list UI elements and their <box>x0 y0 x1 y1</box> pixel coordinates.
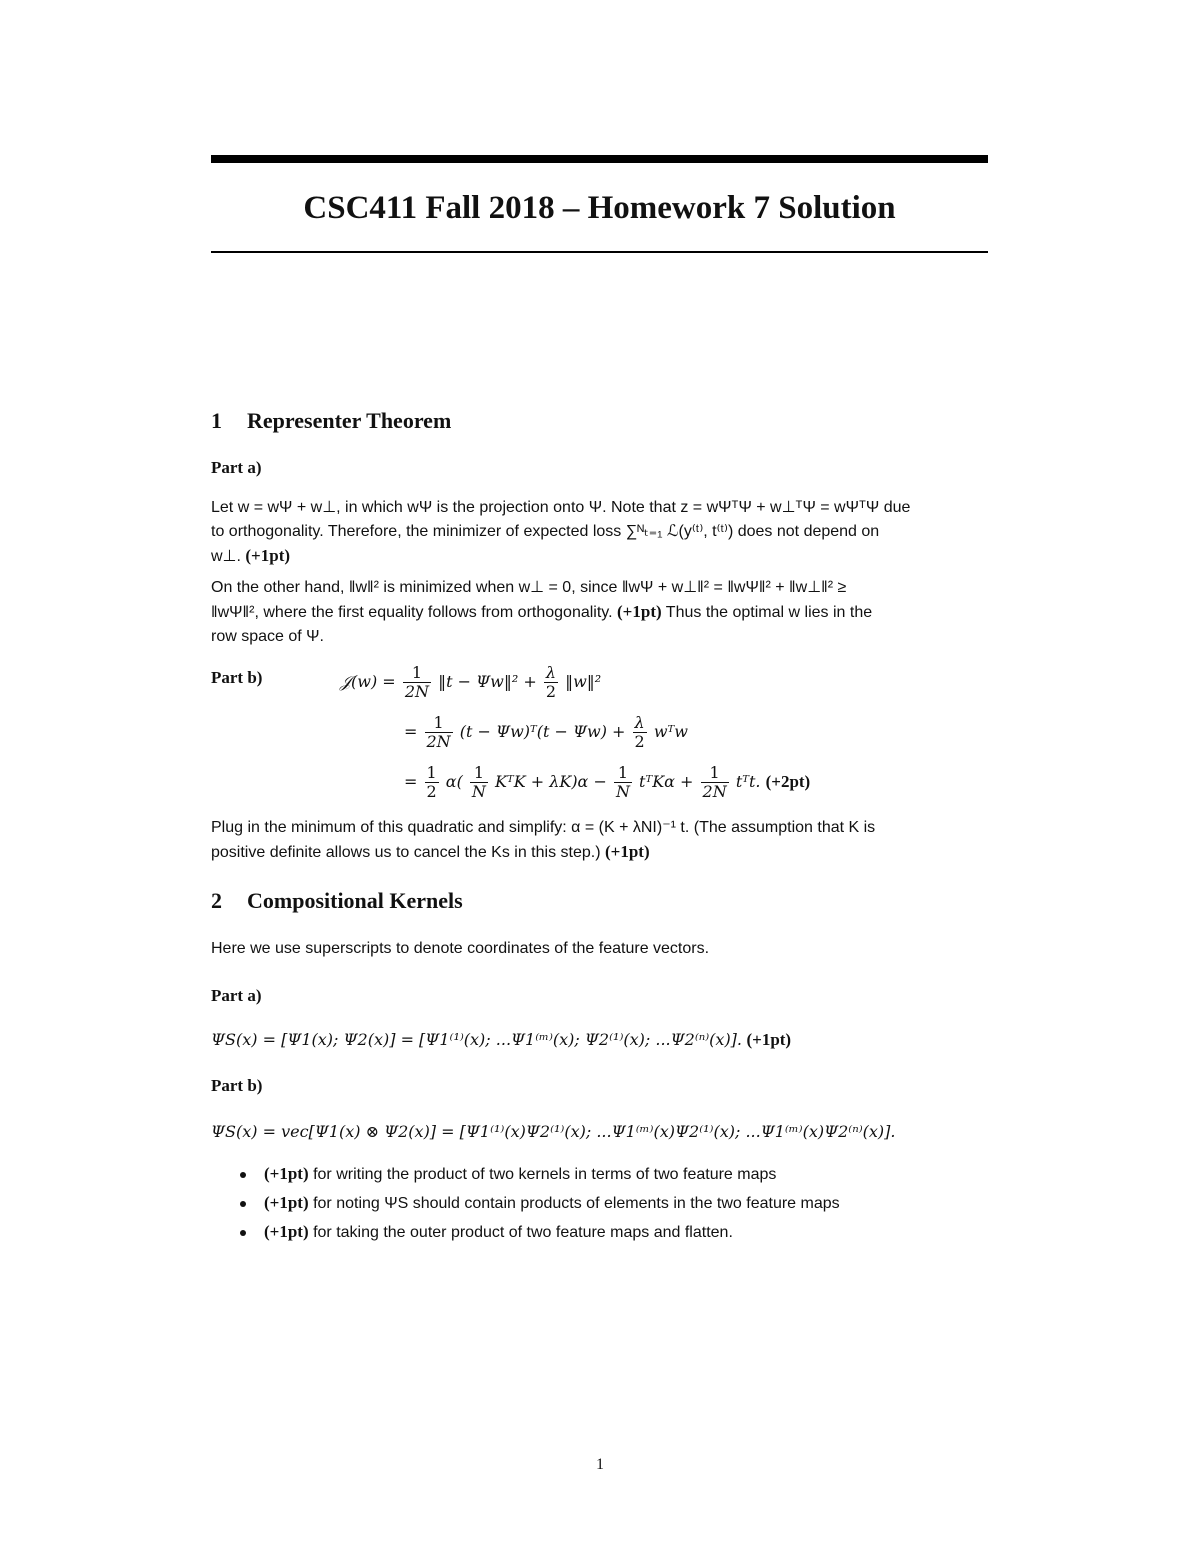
s1a-p1-line-2: to orthogonality. Therefore, the minimizer of expected loss ∑ᴺₜ₌₁ ℒ(y⁽ᵗ⁾, t⁽ᵗ⁾) does not depend on <box>211 523 880 540</box>
s2-intro: Here we use superscripts to denote coordinates of the feature vectors. <box>211 940 710 957</box>
s1b-equation-line-1 <box>340 664 601 701</box>
s1a-p1-points: (+1pt) <box>245 546 291 565</box>
eq3-frac-4-num: 1 <box>709 763 720 782</box>
s2a-points: (+1pt) <box>746 1030 792 1049</box>
eq1-end: ‖w‖² <box>565 672 602 691</box>
document-title: CSC411 Fall 2018 – Homework 7 Solution <box>303 190 896 226</box>
eq2-frac-2-den: 2 <box>634 732 645 751</box>
s1a-p1-line-3 <box>211 544 988 569</box>
eq3-frac-2 <box>470 764 488 801</box>
bullet-points: (+1pt) <box>264 1164 309 1183</box>
title-rule-bottom <box>211 251 988 253</box>
eq3-frac-2-num: 1 <box>473 763 485 782</box>
eq1-frac-1-den: 2N <box>404 682 429 701</box>
s2a-equation-text: ΨS(x) = [Ψ1(x); Ψ2(x)] = [Ψ1⁽¹⁾(x); ...Ψ1⁽ᵐ⁾(x); Ψ2⁽¹⁾(x); ...Ψ2⁽ⁿ⁾(x)]. <box>211 1030 743 1049</box>
eq3-frac-3-den: N <box>615 782 630 801</box>
eq3-frac-4-den: 2N <box>702 782 727 801</box>
eq3-frac-1 <box>425 764 439 801</box>
section-1-number: 1 <box>211 408 222 433</box>
eq3-frac-3 <box>614 764 632 801</box>
section-2-number: 2 <box>211 888 222 913</box>
eq2-equals: = <box>404 722 418 741</box>
eq2-frac-2 <box>633 714 647 751</box>
eq2-frac-2-num: λ <box>634 713 645 732</box>
s1b-equation-line-3 <box>404 764 810 801</box>
page-number: 1 <box>596 1456 604 1473</box>
eq1-frac-2-den: 2 <box>545 682 557 701</box>
s1a-p2-line-2a: ‖wΨ‖², where the first equality follows from orthogonality. <box>211 604 613 621</box>
eq1-middle: ‖t − Ψw‖² + <box>438 672 537 691</box>
eq2-frac-1-num: 1 <box>433 713 444 732</box>
eq2-frac-1-den: 2N <box>426 732 451 751</box>
s1-part-b-paragraph <box>211 816 988 865</box>
s2-part-a-label: Part a) <box>211 986 262 1005</box>
s1b-p-points: (+1pt) <box>604 842 650 861</box>
section-1-heading <box>211 408 451 434</box>
s1b-p-line-2-text: positive definite allows us to cancel the Ks in this step.) <box>211 844 601 861</box>
eq3-frac-2-den: N <box>471 782 486 801</box>
s1-part-a-paragraph-1 <box>211 496 988 569</box>
eq3-part-d: tᵀt. <box>735 772 761 791</box>
eq3-frac-3-num: 1 <box>617 763 629 782</box>
s2b-bullet-list <box>240 1162 980 1249</box>
eq1-frac-2-num: λ <box>545 663 556 682</box>
s1a-p2-line-3: row space of Ψ. <box>211 628 324 645</box>
list-item <box>240 1220 980 1249</box>
bullet-dot-icon <box>240 1172 246 1178</box>
bullet-text: for writing the product of two kernels in terms of two feature maps <box>313 1166 777 1183</box>
bullet-points: (+1pt) <box>264 1193 309 1212</box>
eq3-equals: = <box>404 772 418 791</box>
title-rule-top <box>211 155 988 163</box>
s1a-p2-line-1: On the other hand, ‖w‖² is minimized when w⊥ = 0, since ‖wΨ + w⊥‖² = ‖wΨ‖² + ‖w⊥‖² ≥ <box>211 579 847 596</box>
s1a-p1-line-3-text: w⊥. <box>211 548 241 565</box>
s2b-equation-text: ΨS(x) = vec[Ψ1(x) ⊗ Ψ2(x)] = [Ψ1⁽¹⁾(x)Ψ2⁽¹⁾(x); ...Ψ1⁽ᵐ⁾(x)Ψ2⁽¹⁾(x); ...Ψ1⁽ᵐ⁾(x)Ψ2⁽ⁿ⁾(x)]. <box>211 1122 896 1141</box>
eq3-part-b: KᵀK + λK)α − <box>495 772 607 791</box>
s1b-p-line-1: Plug in the minimum of this quadratic and simplify: α = (K + λNI)⁻¹ t. (The assumption that K is <box>211 819 876 836</box>
eq2-frac-1 <box>425 714 453 751</box>
s2-part-b-equation <box>211 1120 988 1145</box>
bullet-dot-icon <box>240 1201 246 1207</box>
list-item <box>240 1191 980 1220</box>
section-2-heading <box>211 888 463 914</box>
section-1-title: Representer Theorem <box>247 408 452 433</box>
eq1-frac-2 <box>544 664 558 701</box>
eq1-frac-1 <box>403 664 431 701</box>
eq1-frac-1-num: 1 <box>411 663 422 682</box>
s1b-p-line-2 <box>211 840 988 865</box>
s1a-p2-points: (+1pt) <box>617 602 662 621</box>
s2-part-b-label: Part b) <box>211 1076 263 1095</box>
eq3-frac-4 <box>701 764 729 801</box>
s1a-p2-line-2 <box>211 600 988 625</box>
bullet-dot-icon <box>240 1230 246 1236</box>
eq1-lhs: 𝒥(w) = <box>340 672 396 691</box>
s1a-p1-line-1: Let w = wΨ + w⊥, in which wΨ is the projection onto Ψ. Note that z = wΨᵀΨ + w⊥ᵀΨ = wΨᵀΨ due <box>211 499 911 516</box>
eq2-end: wᵀw <box>653 722 688 741</box>
s1-part-b-label: Part b) <box>211 668 263 687</box>
bullet-points: (+1pt) <box>264 1222 309 1241</box>
s1-part-a-paragraph-2 <box>211 576 988 649</box>
eq3-points: (+2pt) <box>765 772 811 791</box>
eq3-part-c: tᵀKα + <box>639 772 694 791</box>
eq3-frac-1-num: 1 <box>426 763 437 782</box>
section-2-title: Compositional Kernels <box>247 888 463 913</box>
eq2-middle: (t − Ψw)ᵀ(t − Ψw) + <box>459 722 626 741</box>
eq3-frac-1-den: 2 <box>426 782 437 801</box>
eq3-part-a: α( <box>445 772 463 791</box>
s1-part-a-label: Part a) <box>211 458 262 477</box>
s2-part-a-equation <box>211 1028 988 1053</box>
bullet-text: for noting ΨS should contain products of elements in the two feature maps <box>313 1195 840 1212</box>
s1a-p2-line-2b: Thus the optimal w lies in the <box>665 604 873 621</box>
s1b-equation-line-2 <box>404 714 688 751</box>
list-item <box>240 1162 980 1191</box>
bullet-text: for taking the outer product of two feature maps and flatten. <box>313 1224 733 1241</box>
